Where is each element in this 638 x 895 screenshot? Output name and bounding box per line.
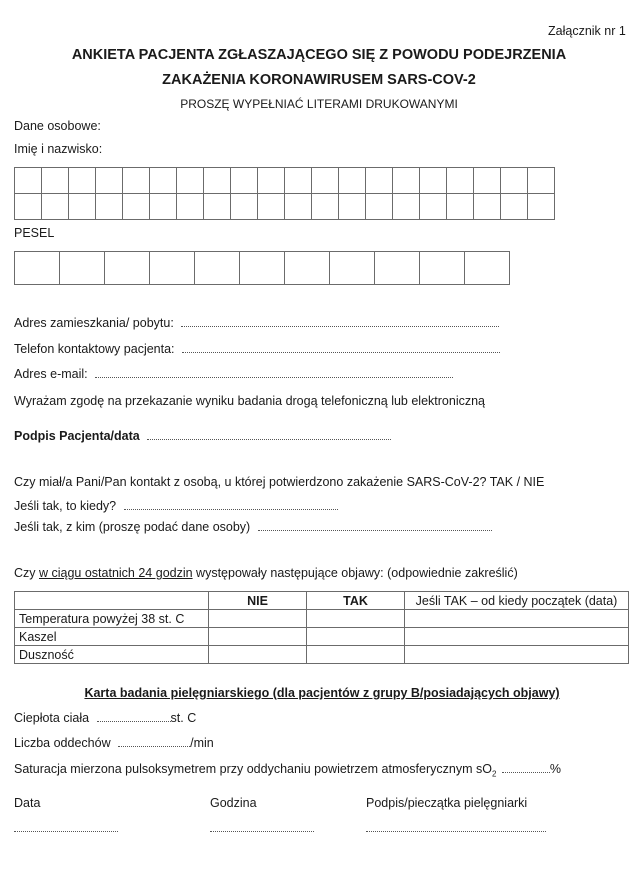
- name-cell[interactable]: [528, 168, 555, 194]
- symptoms-question: [14, 566, 518, 580]
- name-cell[interactable]: [528, 194, 555, 220]
- name-cell[interactable]: [258, 194, 285, 220]
- pesel-grid[interactable]: [14, 251, 510, 285]
- name-cell[interactable]: [420, 194, 447, 220]
- saturation-field[interactable]: [502, 763, 550, 773]
- name-cell[interactable]: [231, 194, 258, 220]
- nie-cell[interactable]: [209, 646, 307, 664]
- temperature-row: [14, 711, 196, 725]
- name-cell[interactable]: [69, 194, 96, 220]
- symptom-name: Temperatura powyżej 38 st. C: [15, 610, 209, 628]
- saturation-label: Saturacja mierzona pulsoksymetrem przy oddychaniu powietrzem atmosferycznym sO: [14, 762, 492, 776]
- header-cell-tak: TAK: [307, 592, 405, 610]
- phone-label: Telefon kontaktowy pacjenta:: [14, 342, 175, 356]
- pesel-cell[interactable]: [150, 252, 195, 285]
- pesel-cell[interactable]: [60, 252, 105, 285]
- pesel-cell[interactable]: [330, 252, 375, 285]
- symptoms-table: [14, 591, 629, 664]
- name-cell[interactable]: [42, 168, 69, 194]
- date-label: Data: [14, 796, 41, 810]
- name-cell[interactable]: [96, 194, 123, 220]
- pesel-cell[interactable]: [465, 252, 510, 285]
- name-cell[interactable]: [204, 194, 231, 220]
- date-field[interactable]: [14, 822, 118, 832]
- name-cell[interactable]: [447, 168, 474, 194]
- when-field[interactable]: [124, 500, 338, 510]
- saturation-row: [14, 762, 561, 779]
- signature-field[interactable]: [147, 430, 391, 440]
- tak-cell[interactable]: [307, 646, 405, 664]
- name-cell[interactable]: [15, 168, 42, 194]
- name-cell[interactable]: [150, 194, 177, 220]
- table-row: [15, 628, 629, 646]
- symptoms-question-timeframe: w ciągu ostatnich 24 godzin: [39, 566, 193, 580]
- tak-cell[interactable]: [307, 628, 405, 646]
- contact-question: Czy miał/a Pani/Pan kontakt z osobą, u której potwierdzono zakażenie SARS-CoV-2? TAK / NIE: [14, 475, 545, 489]
- pesel-cell[interactable]: [285, 252, 330, 285]
- name-cell[interactable]: [339, 168, 366, 194]
- symptoms-question-suffix: występowały następujące objawy: (odpowiednie zakreślić): [192, 566, 518, 580]
- title-line-1: ANKIETA PACJENTA ZGŁASZAJĄCEGO SIĘ Z POWODU PODEJRZENIA: [71, 47, 567, 63]
- signature-row: [14, 429, 391, 443]
- name-cell[interactable]: [474, 194, 501, 220]
- header-cell-blank: [15, 592, 209, 610]
- since-cell[interactable]: [405, 628, 629, 646]
- breath-unit: /min: [190, 736, 214, 750]
- name-cell[interactable]: [150, 168, 177, 194]
- name-cell[interactable]: [501, 194, 528, 220]
- name-cell[interactable]: [258, 168, 285, 194]
- table-row: [15, 610, 629, 628]
- personal-data-label: Dane osobowe:: [14, 119, 101, 133]
- temperature-label: Ciepłota ciała: [14, 711, 90, 725]
- name-cell[interactable]: [393, 168, 420, 194]
- name-cell[interactable]: [123, 168, 150, 194]
- phone-row: [14, 342, 500, 356]
- pesel-cell[interactable]: [420, 252, 465, 285]
- name-cell[interactable]: [420, 168, 447, 194]
- name-cell[interactable]: [366, 194, 393, 220]
- name-label: Imię i nazwisko:: [14, 142, 103, 156]
- whom-label: Jeśli tak, z kim (proszę podać dane osoby): [14, 520, 251, 534]
- whom-field[interactable]: [258, 521, 492, 531]
- name-cell[interactable]: [123, 194, 150, 220]
- nurse-sign-label: Podpis/pieczątka pielęgniarki: [366, 796, 528, 810]
- name-grid[interactable]: [14, 167, 555, 220]
- nie-cell[interactable]: [209, 610, 307, 628]
- header-cell-nie: NIE: [209, 592, 307, 610]
- name-cell[interactable]: [69, 168, 96, 194]
- symptoms-question-prefix: Czy: [14, 566, 39, 580]
- address-label: Adres zamieszkania/ pobytu:: [14, 316, 174, 330]
- breath-row: [14, 736, 214, 750]
- name-cell[interactable]: [501, 168, 528, 194]
- symptom-name: Duszność: [15, 646, 209, 664]
- pesel-cell[interactable]: [15, 252, 60, 285]
- name-cell[interactable]: [447, 194, 474, 220]
- breath-label: Liczba oddechów: [14, 736, 111, 750]
- consent-text: Wyrażam zgodę na przekazanie wyniku badania drogą telefoniczną lub elektroniczną: [14, 394, 485, 408]
- phone-field[interactable]: [182, 343, 500, 353]
- name-cell[interactable]: [474, 168, 501, 194]
- title-line-2: ZAKAŻENIA KORONAWIRUSEM SARS-COV-2: [162, 72, 476, 88]
- signature-label: Podpis Pacjenta/data: [14, 429, 140, 443]
- pesel-cell[interactable]: [195, 252, 240, 285]
- name-cell[interactable]: [231, 168, 258, 194]
- time-label: Godzina: [210, 796, 257, 810]
- time-field[interactable]: [210, 822, 314, 832]
- subtitle: PROSZĘ WYPEŁNIAĆ LITERAMI DRUKOWANYMI: [180, 97, 458, 111]
- name-cell[interactable]: [285, 194, 312, 220]
- pesel-label: PESEL: [14, 226, 55, 240]
- temperature-unit: st. C: [170, 711, 197, 725]
- name-grid-row: [15, 168, 555, 194]
- email-field[interactable]: [95, 368, 453, 378]
- name-cell[interactable]: [177, 194, 204, 220]
- saturation-subscript: 2: [491, 769, 497, 779]
- tak-cell[interactable]: [307, 610, 405, 628]
- name-cell[interactable]: [177, 168, 204, 194]
- attachment-label: Załącznik nr 1: [548, 24, 626, 38]
- symptoms-header-row: [15, 592, 629, 610]
- saturation-unit: %: [549, 762, 562, 776]
- breath-field[interactable]: [118, 737, 190, 747]
- name-cell[interactable]: [366, 168, 393, 194]
- symptom-name: Kaszel: [15, 628, 209, 646]
- name-cell[interactable]: [312, 194, 339, 220]
- address-field[interactable]: [181, 317, 499, 327]
- name-cell[interactable]: [285, 168, 312, 194]
- table-row: [15, 646, 629, 664]
- name-cell[interactable]: [204, 168, 231, 194]
- when-label: Jeśli tak, to kiedy?: [14, 499, 117, 513]
- whom-row: [14, 520, 492, 534]
- name-cell[interactable]: [393, 194, 420, 220]
- name-cell[interactable]: [15, 194, 42, 220]
- nie-cell[interactable]: [209, 628, 307, 646]
- pesel-cell[interactable]: [375, 252, 420, 285]
- temperature-field[interactable]: [97, 712, 171, 722]
- name-cell[interactable]: [312, 168, 339, 194]
- when-row: [14, 499, 338, 513]
- nurse-sign-field[interactable]: [366, 822, 546, 832]
- name-cell[interactable]: [96, 168, 123, 194]
- pesel-grid-row: [15, 252, 510, 285]
- header-cell-since: Jeśli TAK – od kiedy początek (data): [405, 592, 629, 610]
- since-cell[interactable]: [405, 610, 629, 628]
- pesel-cell[interactable]: [105, 252, 150, 285]
- email-row: [14, 367, 453, 381]
- name-grid-row: [15, 194, 555, 220]
- name-cell[interactable]: [42, 194, 69, 220]
- since-cell[interactable]: [405, 646, 629, 664]
- nursing-card-title: Karta badania pielęgniarskiego (dla pacjentów z grupy B/posiadających objawy): [84, 686, 560, 700]
- email-label: Adres e-mail:: [14, 367, 88, 381]
- name-cell[interactable]: [339, 194, 366, 220]
- pesel-cell[interactable]: [240, 252, 285, 285]
- address-row: [14, 316, 499, 330]
